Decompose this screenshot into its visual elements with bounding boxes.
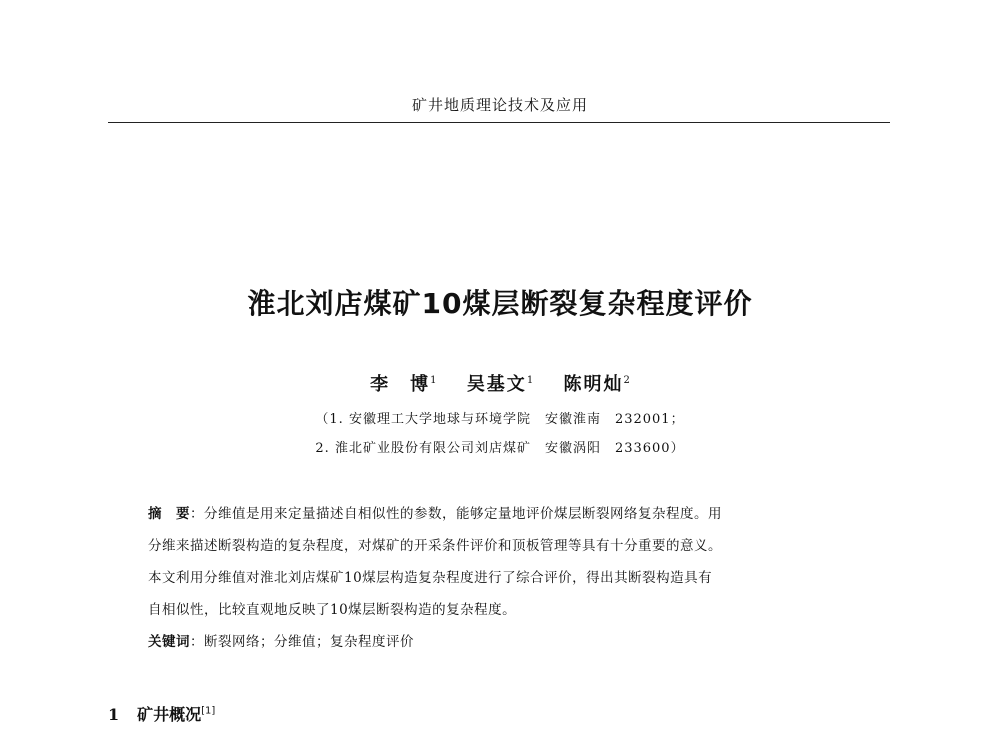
- author-affil-mark: 2: [623, 375, 630, 386]
- running-head: 矿井地质理论技术及应用: [411, 96, 588, 114]
- affiliation-1: （1. 安徽理工大学地球与环境学院 安徽淮南 232001；: [315, 412, 685, 427]
- affiliation-2: 2. 淮北矿业股份有限公司刘店煤矿 安徽涡阳 233600）: [315, 441, 685, 456]
- abstract-label: 摘 要: [148, 506, 190, 522]
- header-rule: [108, 122, 890, 123]
- author-list: [0, 370, 1000, 396]
- author-1: [370, 374, 436, 395]
- paper-title: 淮北刘店煤矿10煤层断裂复杂程度评价: [247, 287, 753, 320]
- abstract-line: 自相似性，比较直观地反映了10煤层断裂构造的复杂程度。: [148, 602, 517, 618]
- author-name: 吴基文: [466, 374, 527, 395]
- author-name: 陈明灿: [563, 374, 624, 395]
- section-number: 1: [108, 705, 120, 724]
- author-name: 李 博: [370, 374, 431, 395]
- author-affil-mark: 1: [430, 375, 437, 386]
- author-affil-mark: 1: [526, 375, 534, 386]
- author-2: [467, 374, 533, 395]
- abstract-text: ：分维值是用来定量描述自相似性的参数，能够定量地评价煤层断裂网络复杂程度。用: [190, 506, 722, 522]
- keywords-label: 关键词: [148, 634, 190, 650]
- keywords-line: [148, 626, 866, 658]
- author-3: [563, 374, 629, 395]
- keywords-text: ：断裂网络；分维值；复杂程度评价: [190, 634, 414, 650]
- section-title: 矿井概况: [137, 705, 202, 724]
- section-reference[interactable]: [1]: [201, 705, 216, 717]
- abstract-line: [148, 498, 866, 530]
- abstract-line: 分维来描述断裂构造的复杂程度，对煤矿的开采条件评价和顶板管理等具有十分重要的意义。: [148, 538, 722, 554]
- abstract-line: 本文利用分维值对淮北刘店煤矿10煤层构造复杂程度进行了综合评价，得出其断裂构造具有: [148, 570, 713, 586]
- abstract-block: [148, 498, 866, 658]
- section-heading: [108, 702, 215, 725]
